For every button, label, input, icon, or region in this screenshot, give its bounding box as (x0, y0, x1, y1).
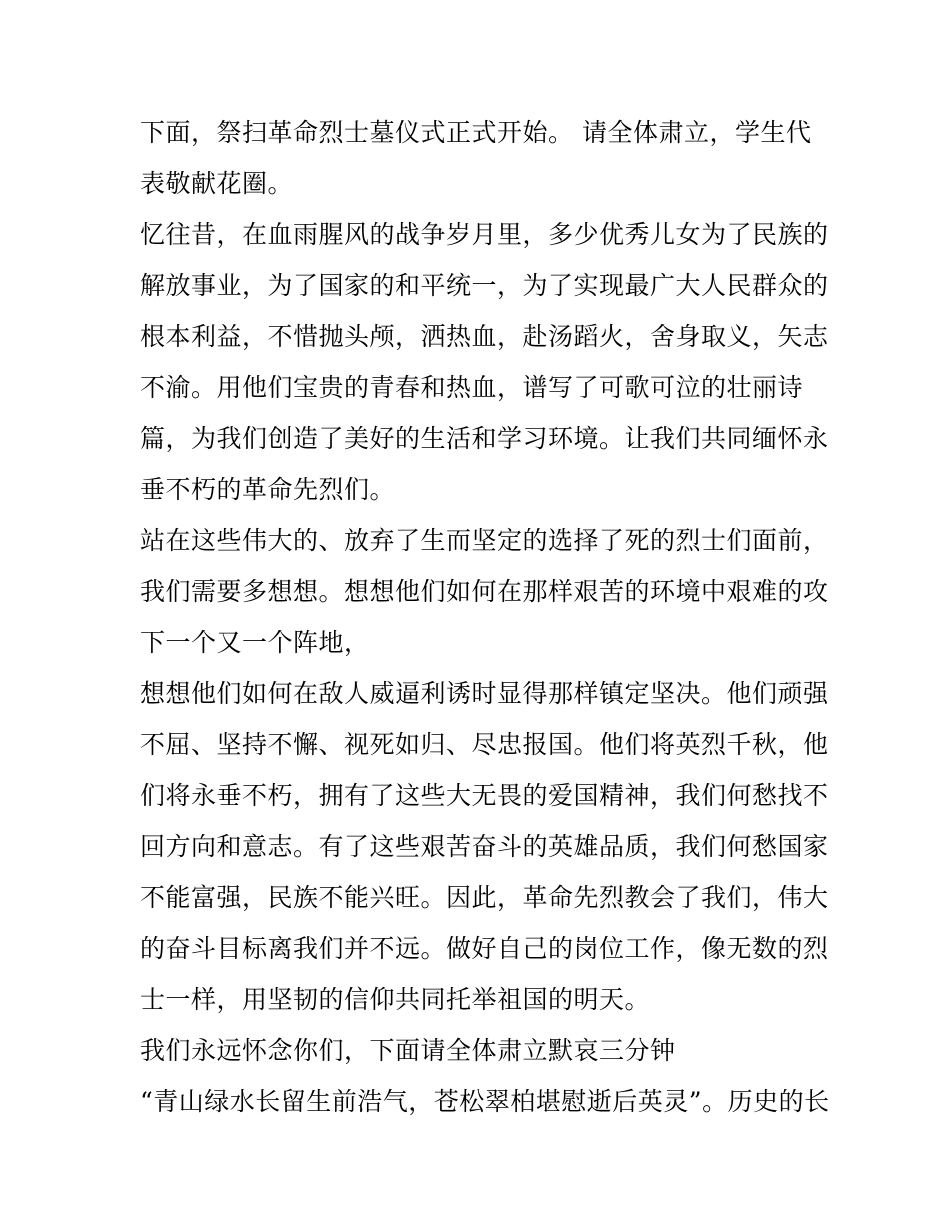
text-line: 垂不朽的革命先烈们。 (140, 475, 396, 504)
paragraph-reflection (140, 515, 829, 668)
document-body (140, 107, 830, 1127)
text-line: 回方向和意志。有了这些艰苦奋斗的英雄品质，我们何愁国家 (140, 832, 829, 861)
paragraph-remembrance (140, 209, 829, 515)
text-line: 篇，为我们创造了美好的生活和学习环境。让我们共同缅怀永 (140, 424, 829, 453)
text-line: 站在这些伟大的、放弃了生而坚定的选择了死的烈士们面前， (140, 526, 829, 555)
text-line: 不渝。用他们宝贵的青春和热血，谱写了可歌可泣的壮丽诗 (140, 373, 804, 402)
text-line: 下一个又一个阵地， (140, 628, 370, 657)
text-line: 我们永远怀念你们，下面请全体肃立默哀三分钟 (140, 1036, 676, 1065)
paragraph-quote (140, 1076, 830, 1127)
text-line: 士一样，用坚韧的信仰共同托举祖国的明天。 (140, 985, 651, 1014)
paragraph-ceremony-start (140, 107, 812, 209)
text-line: 想想他们如何在敌人威逼利诱时显得那样镇定坚决。他们顽强 (140, 679, 829, 708)
text-line: 不屈、坚持不懈、视死如归、尽忠报国。他们将英烈千秋，他 (140, 730, 829, 759)
text-line: 我们需要多想想。想想他们如何在那样艰苦的环境中艰难的攻 (140, 577, 829, 606)
text-line: 不能富强，民族不能兴旺。因此，革命先烈教会了我们，伟大 (140, 883, 829, 912)
text-line: 忆往昔，在血雨腥风的战争岁月里，多少优秀儿女为了民族的 (140, 220, 829, 249)
text-line: 根本利益，不惜抛头颅，洒热血，赴汤蹈火，舍身取义，矢志 (140, 322, 829, 351)
text-line: 解放事业，为了国家的和平统一，为了实现最广大人民群众的 (140, 271, 829, 300)
text-line: 下面，祭扫革命烈士墓仪式正式开始。 请全体肃立，学生代 (140, 118, 812, 147)
text-line: “青山绿水长留生前浩气，苍松翠柏堪慰逝后英灵”。历史的长 (140, 1087, 830, 1116)
text-line: 们将永垂不朽，拥有了这些大无畏的爱国精神，我们何愁找不 (140, 781, 829, 810)
paragraph-spirit (140, 668, 829, 1025)
paragraph-silence (140, 1025, 812, 1076)
text-line: 表敬献花圈。 (140, 169, 294, 198)
text-line: 的奋斗目标离我们并不远。做好自己的岗位工作，像无数的烈 (140, 934, 829, 963)
